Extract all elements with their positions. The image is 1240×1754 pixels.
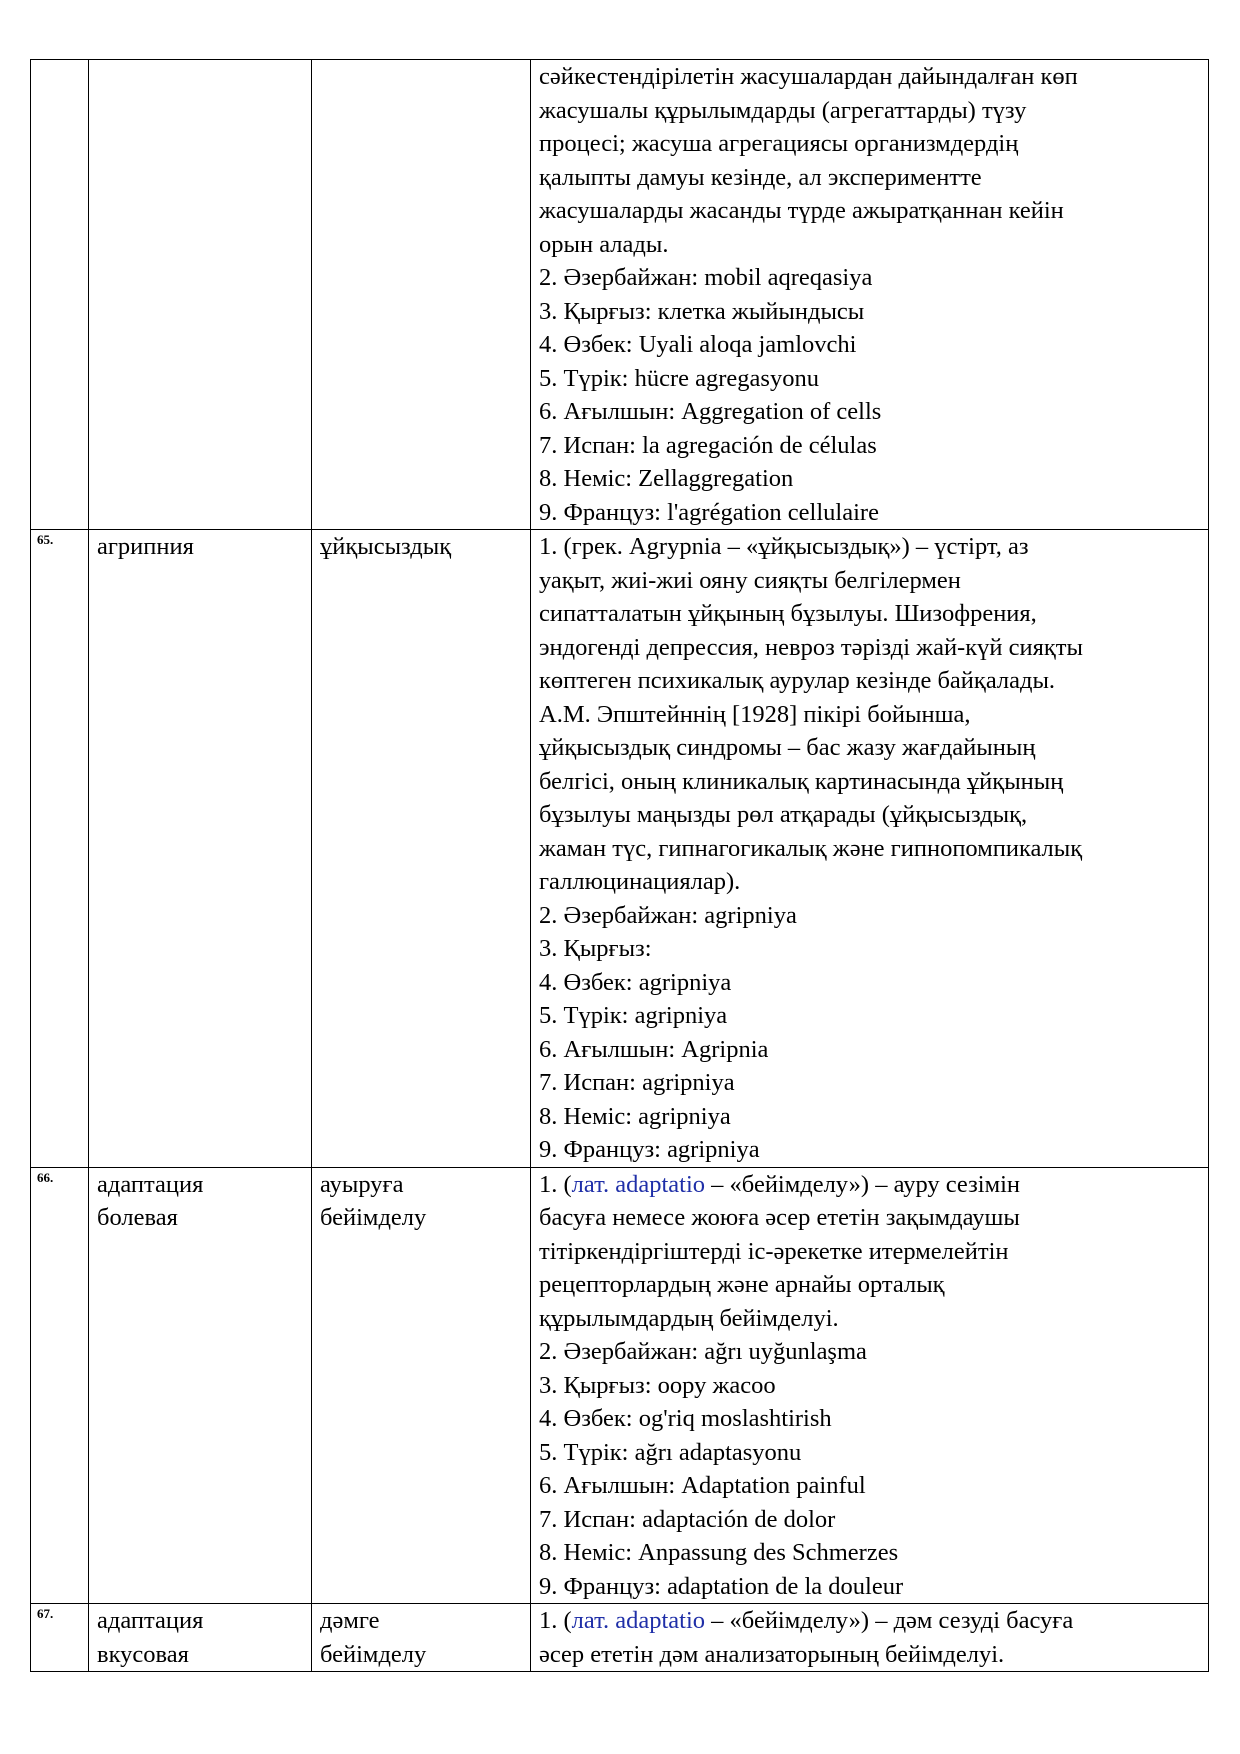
definition-cell — [531, 1167, 1209, 1604]
translation-line: 8. Неміс: Anpassung des Schmerzes — [539, 1539, 899, 1566]
translation-line: 3. Қырғыз: клетка жыйындысы — [539, 297, 865, 325]
definition-line: эндогенді депрессия, невроз тәрізді жай-күй сияқты — [539, 633, 1083, 661]
definition-line: орын алады. — [539, 230, 669, 258]
entry-number — [31, 60, 89, 530]
definition-cell — [531, 60, 1209, 530]
definition-line: А.М. Эпштейннің [1928] пікірі бойынша, — [539, 700, 971, 728]
definition-line: белгісі, оның клиникалық картинасында ұйқының — [539, 767, 1064, 795]
definition-line: көптеген психикалық аурулар кезінде байқалады. — [539, 667, 1056, 694]
translation-line: 6. Ағылшын: Adaptation painful — [539, 1472, 866, 1499]
definition-line: жасушаларды жасанды түрде ажыратқаннан кейін — [539, 197, 1064, 224]
definition-line: бұзылуы маңызды рөл атқарады (ұйқысыздық, — [539, 801, 1028, 828]
kazakh-term-line: бейімделу — [320, 1640, 427, 1668]
russian-term — [89, 60, 312, 530]
translation-line: 5. Түрік: hücre agregasyonu — [539, 364, 819, 392]
latin-label: лат. adaptatio — [571, 1170, 706, 1198]
translation-line: 5. Түрік: agripniya — [539, 1002, 728, 1029]
entry-number: 65. — [31, 530, 89, 1168]
definition-prefix: 1. ( — [539, 1170, 572, 1198]
kazakh-term-line: дәмге — [320, 1607, 380, 1634]
russian-term-line: адаптация — [97, 1170, 204, 1198]
definition-line: сипатталатын ұйқының бұзылуы. Шизофрения, — [539, 600, 1037, 627]
entry-number: 66. — [31, 1167, 89, 1604]
translation-line: 4. Өзбек: agripniya — [539, 968, 732, 996]
definition-line: жасушалы құрылымдарды (агрегаттарды) түзу — [539, 96, 1027, 124]
translation-line: 9. Француз: agripniya — [539, 1136, 760, 1163]
translation-line: 4. Өзбек: og'riq moslashtirish — [539, 1405, 832, 1432]
kazakh-term: ұйқысыздық — [312, 530, 531, 1168]
table-row — [31, 1604, 1209, 1672]
definition-line: 1. (грек. Agrypnia – «ұйқысыздық») – үстірт, аз — [539, 533, 1029, 560]
kazakh-term-line: бейімделу — [320, 1204, 427, 1231]
definition-line: қалыпты дамуы кезінде, ал эксперименттe — [539, 163, 982, 191]
translation-line: 2. Әзербайжан: ağrı uyğunlaşma — [539, 1338, 867, 1365]
translation-line: 8. Неміс: Zellaggregation — [539, 465, 794, 492]
table-row — [31, 530, 1209, 1168]
definition-first-line — [539, 1168, 1200, 1202]
definition-line: басуға немесе жоюға әсер ететін зақымдаушы — [539, 1204, 1020, 1231]
table-row — [31, 1167, 1209, 1604]
translation-line: 3. Қырғыз: — [539, 935, 652, 962]
definition-line: тітіркендіргіштерді іс-әрекетке итермелейтін — [539, 1237, 1009, 1265]
definition-cell — [531, 530, 1209, 1168]
table-row — [31, 60, 1209, 530]
kazakh-term-line: ауыруға — [320, 1170, 404, 1198]
kazakh-term — [312, 60, 531, 530]
russian-term: агрипния — [89, 530, 312, 1168]
translation-line: 3. Қырғыз: оору жасоо — [539, 1371, 776, 1399]
definition-line: әсер ететін дәм анализаторының бейімделуі. — [539, 1640, 1005, 1668]
translation-line: 7. Испан: agripniya — [539, 1069, 735, 1096]
definition-cell — [531, 1604, 1209, 1672]
translation-line: 5. Түрік: ağrı adaptasyonu — [539, 1438, 802, 1466]
definition-line: уақыт, жиі-жиі ояну сияқты белгілермен — [539, 566, 961, 594]
translation-line: 7. Испан: adaptación de dolor — [539, 1505, 836, 1533]
translation-line: 9. Француз: adaptation de la douleur — [539, 1572, 904, 1600]
kazakh-term — [312, 1167, 531, 1604]
definition-line: процесі; жасуша агрегациясы организмдердің — [539, 130, 1019, 157]
translation-line: 8. Неміс: agripniya — [539, 1102, 731, 1130]
kazakh-term — [312, 1604, 531, 1672]
russian-term-line: адаптация — [97, 1607, 204, 1634]
definition-first-line — [539, 1604, 1200, 1638]
russian-term — [89, 1167, 312, 1604]
entry-number: 67. — [31, 1604, 89, 1672]
definition-rest: – «бейімделу») – дәм сезуді басуға — [705, 1607, 1074, 1634]
translation-line: 6. Ағылшын: Aggregation of cells — [539, 398, 882, 425]
translation-line: 9. Француз: l'agrégation cellulaire — [539, 498, 879, 526]
translation-line: 7. Испан: la agregación de células — [539, 431, 877, 459]
latin-label: лат. adaptatio — [571, 1607, 706, 1634]
definition-prefix: 1. ( — [539, 1607, 572, 1634]
definition-line: сәйкестендірілетін жасушалардан дайындалған көп — [539, 63, 1078, 90]
translation-line: 6. Ағылшын: Agripnia — [539, 1035, 769, 1063]
definition-line: галлюцинациялар). — [539, 868, 741, 895]
definition-line: ұйқысыздық синдромы – бас жазу жағдайының — [539, 734, 1036, 761]
russian-term-line: вкусовая — [97, 1640, 189, 1668]
definition-line: жаман түс, гипнагогикалық және гипнопомпикалық — [539, 834, 1083, 862]
dictionary-table — [30, 59, 1209, 1672]
russian-term-line: болевая — [97, 1204, 178, 1231]
russian-term — [89, 1604, 312, 1672]
translation-line: 4. Өзбек: Uyali aloqa jamlovchi — [539, 331, 857, 358]
translation-line: 2. Әзербайжан: agripniya — [539, 901, 797, 929]
translation-line: 2. Әзербайжан: mobil aqreqasiya — [539, 264, 873, 291]
definition-rest: – «бейімделу») – ауру сезімін — [705, 1170, 1021, 1198]
definition-line: құрылымдардың бейімделуі. — [539, 1304, 839, 1332]
definition-line: рецепторлардың және арнайы орталық — [539, 1271, 945, 1298]
